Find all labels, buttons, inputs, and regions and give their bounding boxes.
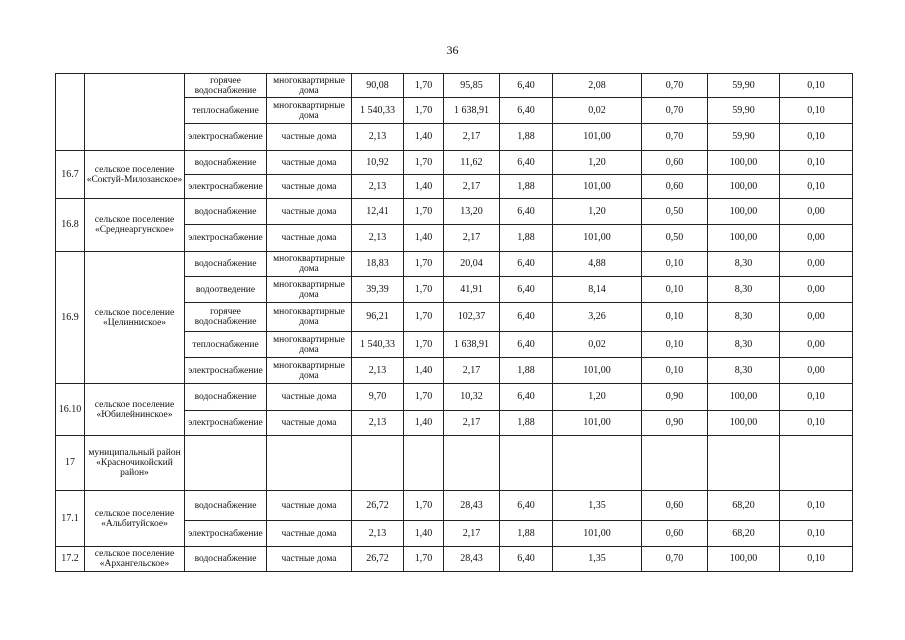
value-cell: 0,10 xyxy=(780,411,853,436)
row-code xyxy=(56,74,85,151)
value-cell: 9,70 xyxy=(352,384,404,411)
value-cell: 2,13 xyxy=(352,521,404,547)
value-cell: 1,70 xyxy=(404,491,444,521)
service-type: водоснабжение xyxy=(185,384,267,411)
housing-type: частные дома xyxy=(267,225,352,252)
value-cell: 12,41 xyxy=(352,199,404,225)
value-cell xyxy=(553,436,642,491)
tariff-table xyxy=(55,73,853,572)
settlement-name xyxy=(85,74,185,151)
value-cell: 1,35 xyxy=(553,547,642,572)
value-cell: 0,10 xyxy=(642,303,708,332)
value-cell: 0,10 xyxy=(780,521,853,547)
value-cell: 1,70 xyxy=(404,303,444,332)
value-cell: 59,90 xyxy=(708,124,780,151)
value-cell: 68,20 xyxy=(708,521,780,547)
value-cell: 6,40 xyxy=(500,277,553,303)
value-cell: 1,70 xyxy=(404,151,444,175)
value-cell: 1,20 xyxy=(553,151,642,175)
value-cell: 0,10 xyxy=(780,151,853,175)
value-cell xyxy=(500,436,553,491)
row-code: 16.7 xyxy=(56,151,85,199)
value-cell: 0,10 xyxy=(780,547,853,572)
value-cell: 26,72 xyxy=(352,547,404,572)
settlement-name: сельское поселение «Альбитуйское» xyxy=(85,491,185,547)
value-cell: 1,40 xyxy=(404,411,444,436)
table-row xyxy=(56,151,853,175)
value-cell: 8,30 xyxy=(708,303,780,332)
value-cell xyxy=(708,436,780,491)
value-cell: 100,00 xyxy=(708,175,780,199)
value-cell: 1,70 xyxy=(404,547,444,572)
housing-type: частные дома xyxy=(267,411,352,436)
value-cell: 6,40 xyxy=(500,384,553,411)
housing-type: многоквартирные дома xyxy=(267,252,352,277)
service-type: теплоснабжение xyxy=(185,332,267,358)
value-cell: 1,70 xyxy=(404,252,444,277)
value-cell: 100,00 xyxy=(708,151,780,175)
service-type: электроснабжение xyxy=(185,358,267,384)
value-cell: 28,43 xyxy=(444,491,500,521)
value-cell: 2,17 xyxy=(444,358,500,384)
housing-type: частные дома xyxy=(267,199,352,225)
value-cell: 1,20 xyxy=(553,199,642,225)
housing-type: частные дома xyxy=(267,175,352,199)
value-cell: 2,13 xyxy=(352,411,404,436)
housing-type: многоквартирные дома xyxy=(267,332,352,358)
value-cell: 68,20 xyxy=(708,491,780,521)
value-cell: 28,43 xyxy=(444,547,500,572)
value-cell xyxy=(352,436,404,491)
value-cell: 0,00 xyxy=(780,358,853,384)
settlement-name: муниципальный район «Красночикойский район» xyxy=(85,436,185,491)
value-cell: 3,26 xyxy=(553,303,642,332)
value-cell: 0,10 xyxy=(780,74,853,98)
table-row xyxy=(56,252,853,277)
settlement-name: сельское поселение «Соктуй-Милозанское» xyxy=(85,151,185,199)
row-code: 16.10 xyxy=(56,384,85,436)
value-cell: 6,40 xyxy=(500,491,553,521)
value-cell: 1,40 xyxy=(404,175,444,199)
row-code: 17.1 xyxy=(56,491,85,547)
value-cell: 0,60 xyxy=(642,175,708,199)
value-cell: 0,00 xyxy=(780,303,853,332)
value-cell: 2,08 xyxy=(553,74,642,98)
value-cell: 0,90 xyxy=(642,384,708,411)
housing-type: многоквартирные дома xyxy=(267,358,352,384)
value-cell: 1,70 xyxy=(404,199,444,225)
value-cell: 41,91 xyxy=(444,277,500,303)
value-cell: 6,40 xyxy=(500,547,553,572)
housing-type: многоквартирные дома xyxy=(267,303,352,332)
value-cell: 6,40 xyxy=(500,199,553,225)
value-cell: 6,40 xyxy=(500,252,553,277)
value-cell: 0,60 xyxy=(642,491,708,521)
value-cell: 1,88 xyxy=(500,358,553,384)
value-cell: 101,00 xyxy=(553,124,642,151)
value-cell: 101,00 xyxy=(553,225,642,252)
housing-type: многоквартирные дома xyxy=(267,98,352,124)
table-row xyxy=(56,547,853,572)
value-cell: 0,00 xyxy=(780,277,853,303)
value-cell: 1,70 xyxy=(404,332,444,358)
value-cell: 1,40 xyxy=(404,358,444,384)
value-cell: 1,88 xyxy=(500,124,553,151)
value-cell: 1,70 xyxy=(404,74,444,98)
value-cell: 0,00 xyxy=(780,225,853,252)
value-cell: 100,00 xyxy=(708,384,780,411)
settlement-name: сельское поселение «Архангельское» xyxy=(85,547,185,572)
value-cell: 0,10 xyxy=(780,124,853,151)
value-cell: 0,60 xyxy=(642,521,708,547)
row-code: 16.9 xyxy=(56,252,85,384)
value-cell: 13,20 xyxy=(444,199,500,225)
value-cell: 0,70 xyxy=(642,98,708,124)
value-cell: 2,13 xyxy=(352,225,404,252)
value-cell: 1 540,33 xyxy=(352,332,404,358)
value-cell xyxy=(444,436,500,491)
service-type: водоснабжение xyxy=(185,491,267,521)
row-code: 17 xyxy=(56,436,85,491)
value-cell: 8,30 xyxy=(708,358,780,384)
value-cell xyxy=(780,436,853,491)
service-type: горячее водоснабжение xyxy=(185,74,267,98)
service-type: электроснабжение xyxy=(185,521,267,547)
row-code: 16.8 xyxy=(56,199,85,252)
value-cell: 2,17 xyxy=(444,175,500,199)
value-cell: 100,00 xyxy=(708,547,780,572)
table-row xyxy=(56,491,853,521)
value-cell: 0,50 xyxy=(642,199,708,225)
value-cell: 2,13 xyxy=(352,175,404,199)
value-cell: 0,90 xyxy=(642,411,708,436)
housing-type: частные дома xyxy=(267,547,352,572)
value-cell: 0,00 xyxy=(780,199,853,225)
value-cell: 1,70 xyxy=(404,277,444,303)
value-cell: 0,10 xyxy=(642,252,708,277)
value-cell: 1,88 xyxy=(500,225,553,252)
service-type: электроснабжение xyxy=(185,175,267,199)
settlement-name: сельское поселение «Целинниское» xyxy=(85,252,185,384)
service-type: водоснабжение xyxy=(185,547,267,572)
table-row xyxy=(56,199,853,225)
value-cell: 101,00 xyxy=(553,175,642,199)
table-row xyxy=(56,74,853,98)
value-cell xyxy=(404,436,444,491)
housing-type: частные дома xyxy=(267,124,352,151)
value-cell: 11,62 xyxy=(444,151,500,175)
value-cell: 10,92 xyxy=(352,151,404,175)
value-cell: 6,40 xyxy=(500,74,553,98)
service-type xyxy=(185,436,267,491)
row-code: 17.2 xyxy=(56,547,85,572)
value-cell: 1,40 xyxy=(404,225,444,252)
value-cell: 90,08 xyxy=(352,74,404,98)
value-cell: 1,88 xyxy=(500,521,553,547)
value-cell: 4,88 xyxy=(553,252,642,277)
value-cell: 6,40 xyxy=(500,303,553,332)
value-cell: 1,88 xyxy=(500,411,553,436)
value-cell xyxy=(642,436,708,491)
value-cell: 59,90 xyxy=(708,74,780,98)
value-cell: 1,70 xyxy=(404,384,444,411)
service-type: горячее водоснабжение xyxy=(185,303,267,332)
service-type: водоснабжение xyxy=(185,151,267,175)
value-cell: 0,10 xyxy=(780,384,853,411)
value-cell: 18,83 xyxy=(352,252,404,277)
housing-type: многоквартирные дома xyxy=(267,277,352,303)
value-cell: 59,90 xyxy=(708,98,780,124)
value-cell: 100,00 xyxy=(708,225,780,252)
value-cell: 8,30 xyxy=(708,252,780,277)
value-cell: 101,00 xyxy=(553,358,642,384)
value-cell: 6,40 xyxy=(500,332,553,358)
value-cell: 0,10 xyxy=(780,98,853,124)
housing-type xyxy=(267,436,352,491)
value-cell: 2,17 xyxy=(444,124,500,151)
value-cell: 1 638,91 xyxy=(444,98,500,124)
housing-type: многоквартирные дома xyxy=(267,74,352,98)
service-type: теплоснабжение xyxy=(185,98,267,124)
housing-type: частные дома xyxy=(267,521,352,547)
value-cell: 0,02 xyxy=(553,332,642,358)
value-cell: 102,37 xyxy=(444,303,500,332)
value-cell: 95,85 xyxy=(444,74,500,98)
value-cell: 8,14 xyxy=(553,277,642,303)
value-cell: 0,10 xyxy=(642,332,708,358)
value-cell: 8,30 xyxy=(708,277,780,303)
value-cell: 39,39 xyxy=(352,277,404,303)
service-type: электроснабжение xyxy=(185,411,267,436)
service-type: электроснабжение xyxy=(185,124,267,151)
value-cell: 0,70 xyxy=(642,547,708,572)
value-cell: 0,10 xyxy=(642,358,708,384)
value-cell: 2,17 xyxy=(444,225,500,252)
page-number: 36 xyxy=(446,43,459,57)
value-cell: 100,00 xyxy=(708,199,780,225)
value-cell: 100,00 xyxy=(708,411,780,436)
value-cell: 0,10 xyxy=(642,277,708,303)
value-cell: 6,40 xyxy=(500,151,553,175)
value-cell: 0,60 xyxy=(642,151,708,175)
value-cell: 2,13 xyxy=(352,124,404,151)
settlement-name: сельское поселение «Среднеаргунское» xyxy=(85,199,185,252)
value-cell: 1 638,91 xyxy=(444,332,500,358)
value-cell: 2,13 xyxy=(352,358,404,384)
value-cell: 0,70 xyxy=(642,74,708,98)
value-cell: 0,00 xyxy=(780,332,853,358)
value-cell: 10,32 xyxy=(444,384,500,411)
housing-type: частные дома xyxy=(267,384,352,411)
table-row xyxy=(56,384,853,411)
value-cell: 1,35 xyxy=(553,491,642,521)
service-type: водоотведение xyxy=(185,277,267,303)
value-cell: 0,70 xyxy=(642,124,708,151)
value-cell: 0,00 xyxy=(780,252,853,277)
value-cell: 1,88 xyxy=(500,175,553,199)
service-type: водоснабжение xyxy=(185,252,267,277)
value-cell: 96,21 xyxy=(352,303,404,332)
value-cell: 2,17 xyxy=(444,521,500,547)
housing-type: частные дома xyxy=(267,151,352,175)
service-type: водоснабжение xyxy=(185,199,267,225)
table-row xyxy=(56,436,853,491)
settlement-name: сельское поселение «Юбилейнинское» xyxy=(85,384,185,436)
value-cell: 1,40 xyxy=(404,124,444,151)
value-cell: 1,20 xyxy=(553,384,642,411)
value-cell: 2,17 xyxy=(444,411,500,436)
value-cell: 20,04 xyxy=(444,252,500,277)
value-cell: 0,10 xyxy=(780,491,853,521)
value-cell: 0,10 xyxy=(780,175,853,199)
value-cell: 101,00 xyxy=(553,521,642,547)
value-cell: 1,70 xyxy=(404,98,444,124)
value-cell: 1 540,33 xyxy=(352,98,404,124)
value-cell: 1,40 xyxy=(404,521,444,547)
value-cell: 0,50 xyxy=(642,225,708,252)
value-cell: 6,40 xyxy=(500,98,553,124)
service-type: электроснабжение xyxy=(185,225,267,252)
value-cell: 26,72 xyxy=(352,491,404,521)
table-body xyxy=(56,74,853,572)
value-cell: 0,02 xyxy=(553,98,642,124)
value-cell: 8,30 xyxy=(708,332,780,358)
housing-type: частные дома xyxy=(267,491,352,521)
value-cell: 101,00 xyxy=(553,411,642,436)
